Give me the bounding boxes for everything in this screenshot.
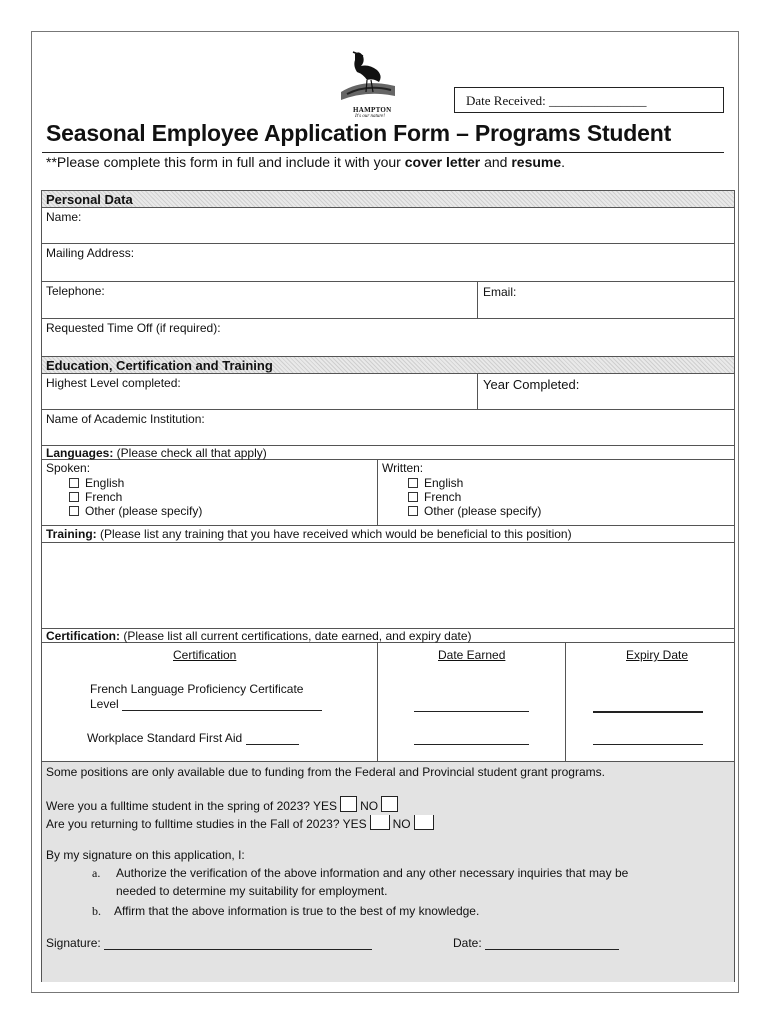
training-textarea[interactable] [42, 543, 734, 629]
spoken-other-checkbox[interactable]: Other (please specify) [69, 504, 202, 518]
personal-data-heading: Personal Data [42, 191, 734, 208]
spring-yes-checkbox[interactable] [340, 796, 357, 812]
date-field[interactable]: Date: [453, 936, 619, 950]
institution-field[interactable]: Name of Academic Institution: [42, 410, 734, 446]
question-spring-student: Were you a fulltime student in the spring of 2023? YES NO [46, 796, 401, 813]
spring-no-checkbox[interactable] [381, 796, 398, 812]
logo-text: HAMPTON [353, 106, 392, 114]
fall-no-checkbox[interactable] [414, 815, 434, 830]
checkbox-icon [69, 478, 79, 488]
checkbox-icon [408, 478, 418, 488]
spoken-label: Spoken: [46, 461, 91, 475]
cert-item-french: French Language Proficiency Certificate [90, 682, 304, 696]
date-received-box[interactable]: Date Received: _______________ [454, 87, 724, 113]
date-line [485, 938, 619, 950]
instructions: **Please complete this form in full and include it with your cover letter and resume. [46, 154, 566, 170]
application-form [41, 190, 735, 982]
email-field[interactable]: Email: [483, 285, 517, 299]
languages-heading: Languages: (Please check all that apply) [42, 446, 734, 460]
signature-line [104, 938, 372, 950]
cert-item-french-level[interactable]: Level [90, 697, 322, 711]
cert-item-first-aid[interactable]: Workplace Standard First Aid [87, 731, 299, 745]
telephone-field[interactable]: Telephone: [42, 282, 734, 319]
signature-intro: By my signature on this application, I: [46, 848, 245, 862]
page-title: Seasonal Employee Application Form – Programs Student [46, 120, 672, 146]
highest-level-field[interactable]: Highest Level completed: [42, 374, 734, 410]
first-aid-date-earned[interactable] [414, 733, 529, 745]
first-aid-blank [246, 733, 299, 745]
name-field[interactable]: Name: [42, 208, 734, 244]
checkbox-icon [408, 492, 418, 502]
date-earned-column-header: Date Earned [438, 648, 506, 662]
french-date-earned[interactable] [414, 700, 529, 712]
mailing-address-field[interactable]: Mailing Address: [42, 244, 734, 282]
logo-tagline: It's our nature! [355, 114, 386, 119]
question-fall-returning: Are you returning to fulltime studies in the Fall of 2023? YES NO [46, 815, 437, 831]
written-french-checkbox[interactable]: French [408, 490, 461, 504]
item-b-marker: b. [92, 904, 101, 918]
certification-heading: Certification: (Please list all current certifications, date earned, and expiry date) [42, 629, 734, 643]
written-label: Written: [382, 461, 424, 475]
languages-divider [377, 460, 378, 526]
first-aid-expiry-date[interactable] [593, 733, 703, 745]
telephone-email-divider [477, 282, 478, 319]
item-a-marker: a. [92, 866, 101, 880]
spoken-english-checkbox[interactable]: English [69, 476, 124, 490]
training-heading: Training: (Please list any training that you have received which would be beneficial to this position) [42, 526, 734, 543]
written-english-checkbox[interactable]: English [408, 476, 463, 490]
level-blank [122, 699, 322, 711]
title-divider [42, 152, 724, 153]
cert-divider-1 [377, 643, 378, 761]
funding-note: Some positions are only available due to funding from the Federal and Provincial student grant programs. [46, 765, 605, 779]
time-off-field[interactable]: Requested Time Off (if required): [42, 319, 734, 357]
signature-field[interactable]: Signature: [46, 936, 372, 950]
checkbox-icon [69, 492, 79, 502]
education-heading: Education, Certification and Training [42, 357, 734, 374]
checkbox-icon [408, 506, 418, 516]
level-year-divider [477, 374, 478, 410]
french-expiry-date[interactable] [593, 700, 703, 713]
heron-icon [333, 48, 403, 108]
cert-divider-2 [565, 643, 566, 761]
spoken-french-checkbox[interactable]: French [69, 490, 122, 504]
fall-yes-checkbox[interactable] [370, 815, 390, 830]
cert-column-header: Certification [173, 648, 237, 662]
written-other-checkbox[interactable]: Other (please specify) [408, 504, 541, 518]
item-a-text: Authorize the verification of the above information and any other necessary inquiries that may be [116, 866, 629, 880]
expiry-date-column-header: Expiry Date [626, 648, 689, 662]
item-b-text: Affirm that the above information is true to the best of my knowledge. [114, 904, 480, 918]
item-a-text-cont: needed to determine my suitability for employment. [116, 884, 388, 898]
checkbox-icon [69, 506, 79, 516]
year-completed-field[interactable]: Year Completed: [483, 377, 580, 392]
hampton-logo [333, 48, 403, 118]
